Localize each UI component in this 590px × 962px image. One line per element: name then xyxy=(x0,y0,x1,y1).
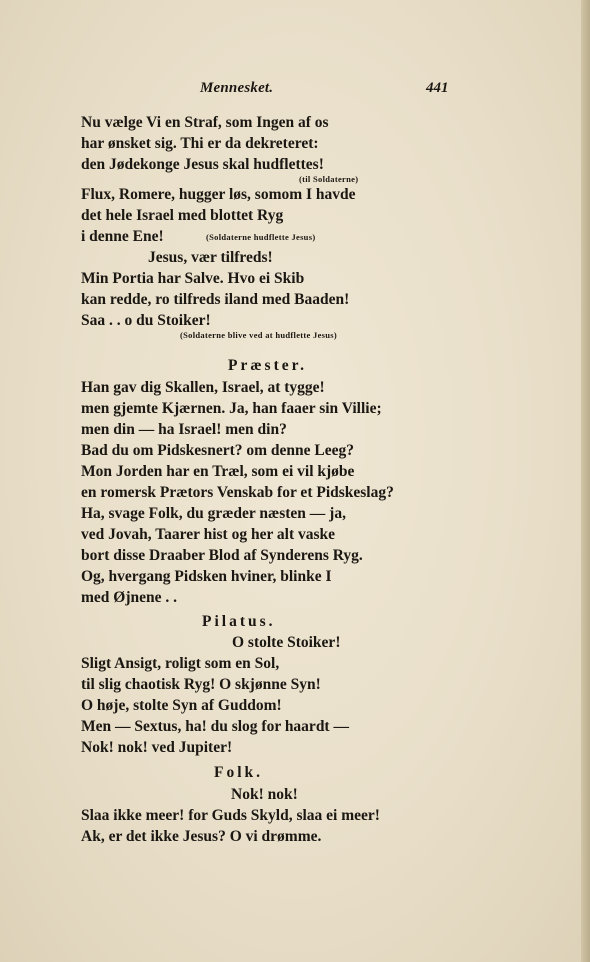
speaker-name: Folk. xyxy=(214,764,264,781)
verse-line: bort disse Draaber Blod af Synderens Ryg. xyxy=(81,547,363,564)
verse-line: den Jødekonge Jesus skal hudflettes! xyxy=(81,156,324,173)
speaker-name: Pilatus. xyxy=(202,613,276,630)
verse-line: har ønsket sig. Thi er da dekreteret: xyxy=(81,135,319,152)
verse-line: Min Portia har Salve. Hvo ei Skib xyxy=(81,270,305,287)
verse-line: Nok! nok! xyxy=(231,786,298,803)
verse-line: med Øjnene . . xyxy=(81,589,178,606)
verse-line: kan redde, ro tilfreds iland med Baaden! xyxy=(81,291,350,308)
verse-line: men gjemte Kjærnen. Ja, han faaer sin Villie; xyxy=(81,400,382,417)
verse-line: Ha, svage Folk, du græder næsten — ja, xyxy=(81,505,346,522)
verse-line: Mon Jorden har en Træl, som ei vil kjøbe xyxy=(81,463,355,480)
verse-line: Sligt Ansigt, roligt som en Sol, xyxy=(81,655,280,672)
verse-line: O høje, stolte Syn af Guddom! xyxy=(81,697,282,714)
verse-line: Og, hvergang Pidsken hviner, blinke I xyxy=(81,568,332,585)
verse-line: Bad du om Pidskesnert? om denne Leeg? xyxy=(81,442,354,459)
verse-line: men din — ha Israel! men din? xyxy=(81,421,287,438)
verse-line: Flux, Romere, hugger løs, somom I havde xyxy=(81,186,356,203)
stage-direction: (til Soldaterne) xyxy=(299,174,359,184)
page-edge xyxy=(581,0,590,962)
verse-line: Nok! nok! ved Jupiter! xyxy=(81,739,233,756)
verse-line: O stolte Stoiker! xyxy=(232,634,341,651)
speaker-name: Præster. xyxy=(228,357,307,374)
verse-line: ved Jovah, Taarer hist og her alt vaske xyxy=(81,526,336,543)
stage-direction: (Soldaterne hudflette Jesus) xyxy=(206,232,316,242)
verse-line: i denne Ene! xyxy=(81,228,164,245)
verse-line: Nu vælge Vi en Straf, som Ingen af os xyxy=(81,114,329,131)
running-header-title: Mennesket. xyxy=(200,80,274,96)
verse-line: til slig chaotisk Ryg! O skjønne Syn! xyxy=(81,676,321,693)
page-number: 441 xyxy=(426,80,449,96)
stage-direction: (Soldaterne blive ved at hudflette Jesus) xyxy=(180,330,338,340)
verse-line: Han gav dig Skallen, Israel, at tygge! xyxy=(81,379,325,396)
verse-line: det hele Israel med blottet Ryg xyxy=(81,207,284,224)
verse-line: Saa . . o du Stoiker! xyxy=(81,312,211,329)
verse-line: Jesus, vær tilfreds! xyxy=(148,249,273,266)
verse-line: en romersk Prætors Venskab for et Pidskeslag? xyxy=(81,484,394,501)
verse-line: Slaa ikke meer! for Guds Skyld, slaa ei meer! xyxy=(81,807,380,824)
verse-line: Ak, er det ikke Jesus? O vi drømme. xyxy=(81,828,322,845)
verse-line: Men — Sextus, ha! du slog for haardt — xyxy=(81,718,349,735)
